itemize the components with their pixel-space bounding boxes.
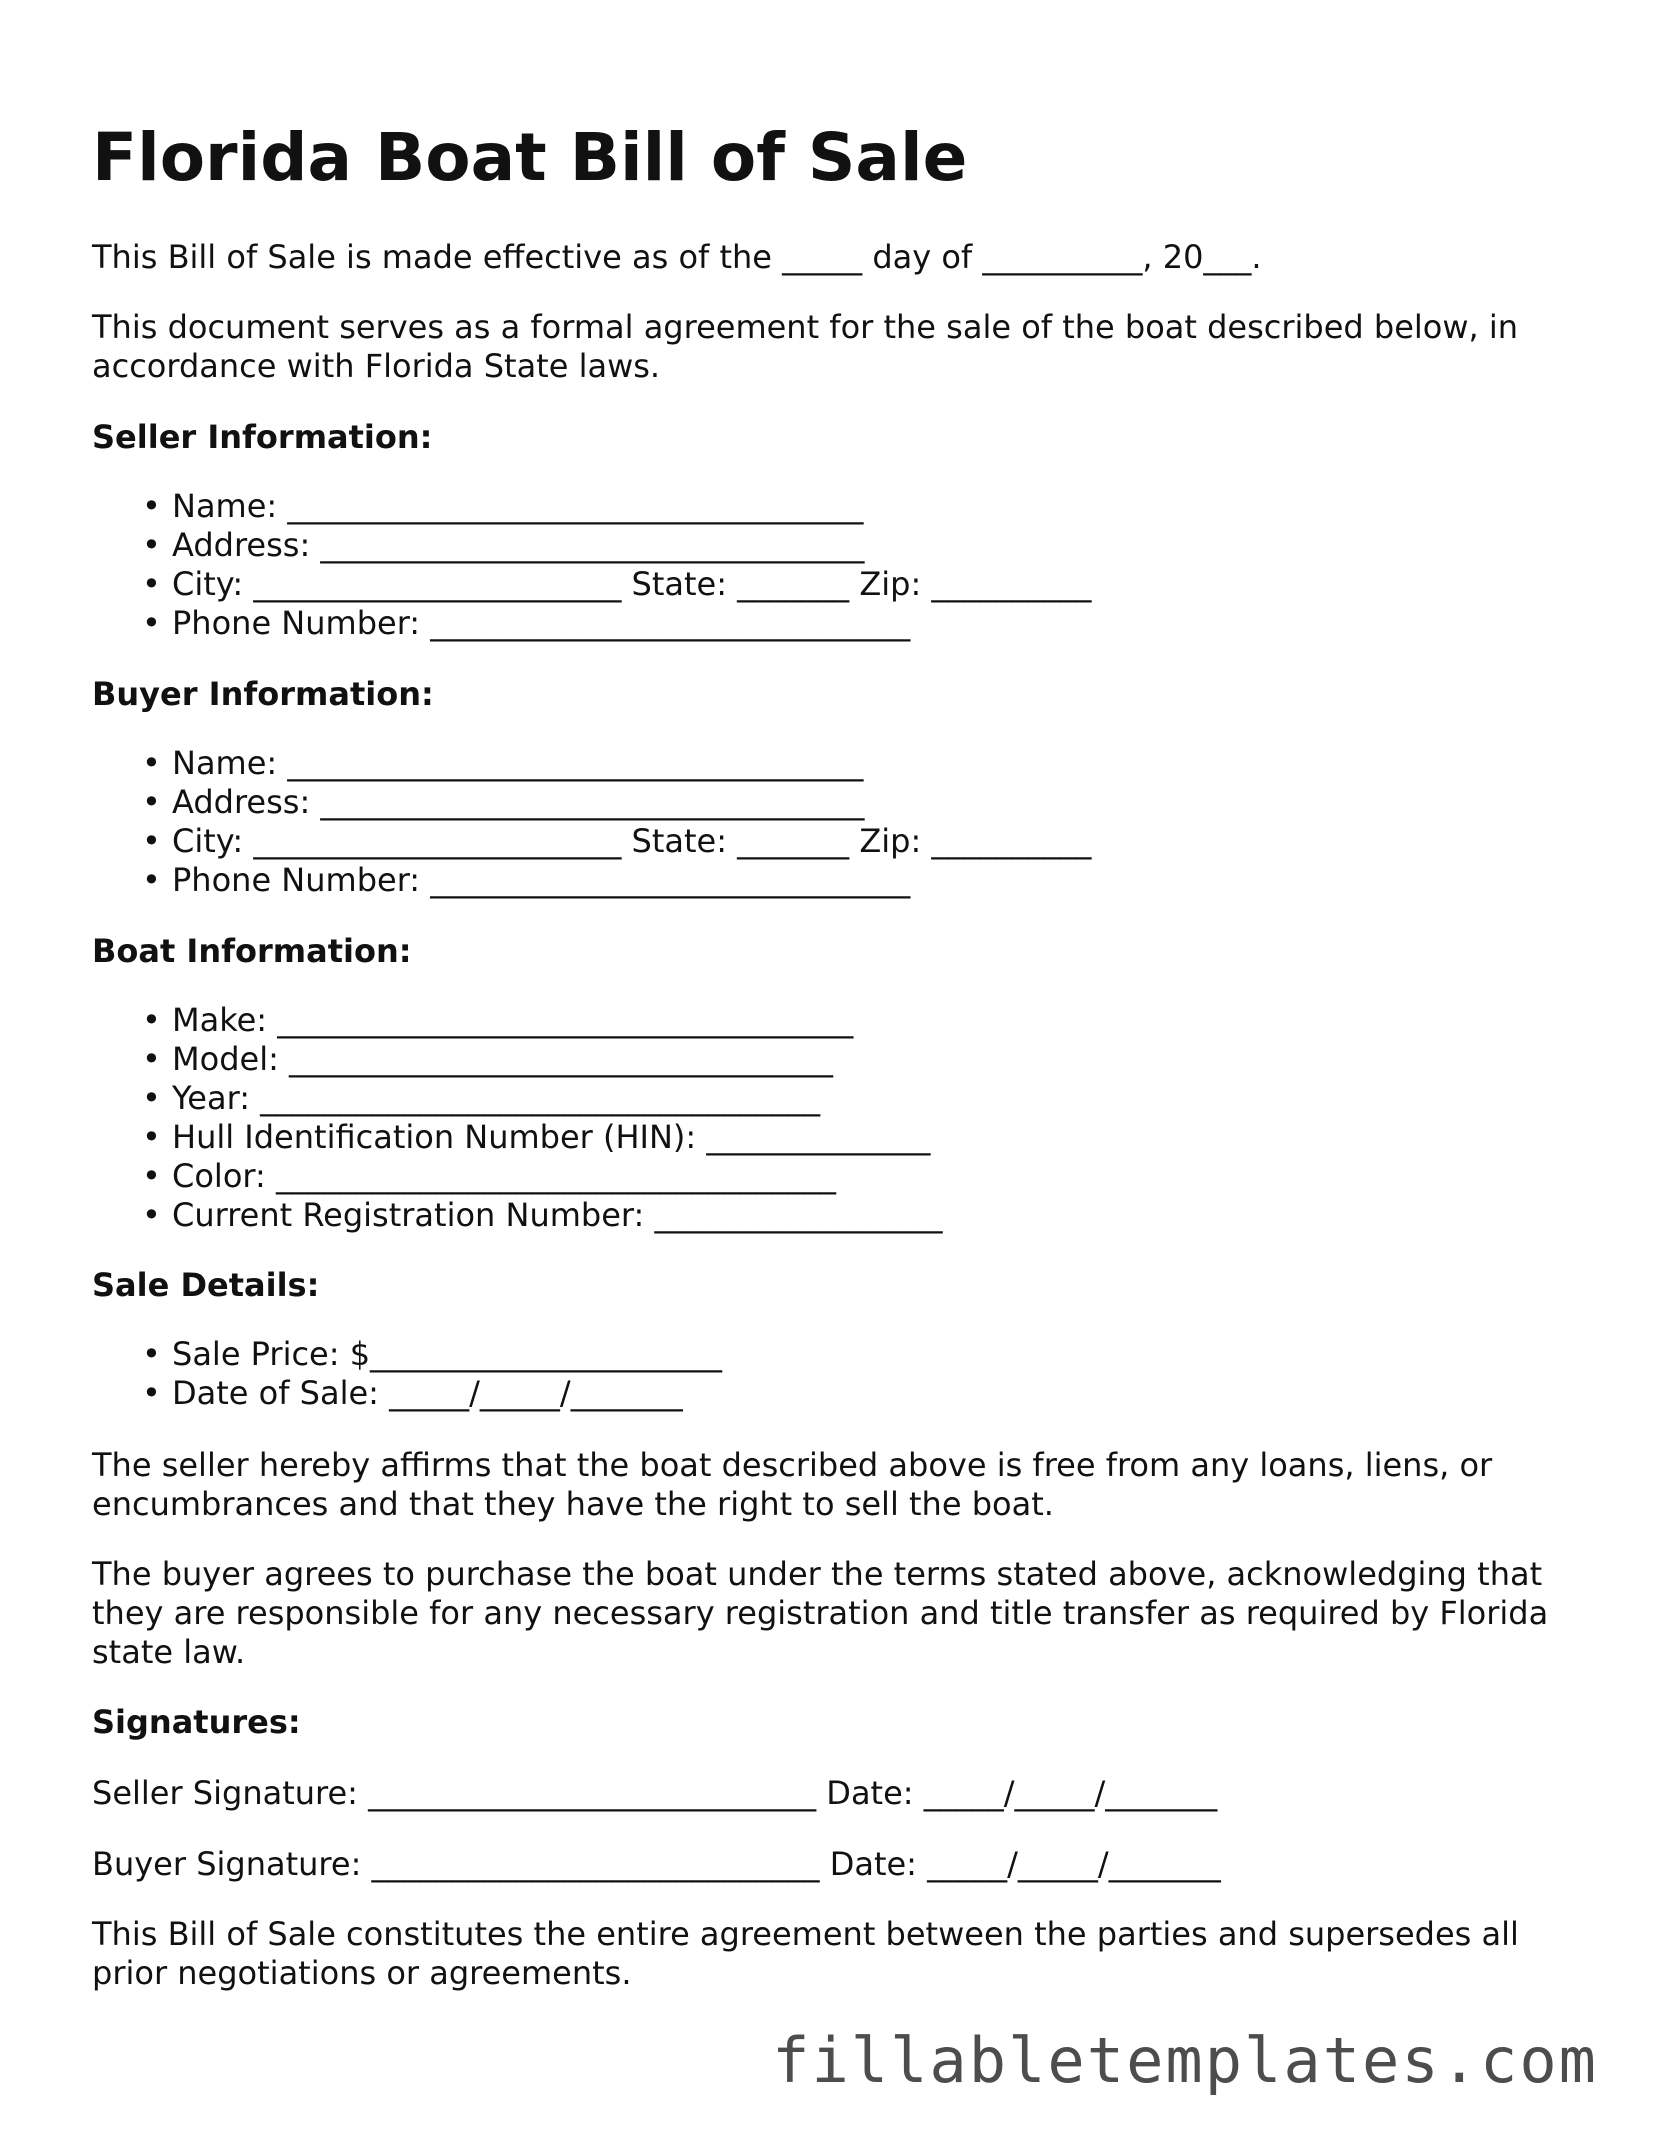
buyer-agreement-line-1: The buyer agrees to purchase the boat under the terms stated above, acknowledging that — [92, 1555, 1543, 1593]
seller-address-field: Address: __________________________________ — [172, 526, 865, 564]
bullet-icon: • — [142, 487, 161, 525]
list-item — [142, 1335, 723, 1374]
bullet-icon: • — [142, 604, 161, 642]
bullet-icon: • — [142, 1196, 161, 1234]
buyer-phone-field: Phone Number: ______________________________ — [172, 861, 911, 899]
buyer-signature-line: Buyer Signature: ____________________________ Date: _____/_____/_______ — [92, 1845, 1221, 1883]
buyer-name-field: Name: ____________________________________ — [172, 744, 864, 782]
list-item — [142, 1079, 942, 1118]
bullet-icon: • — [142, 744, 161, 782]
boat-registration-field: Current Registration Number: __________________ — [172, 1196, 943, 1234]
effective-date-line: This Bill of Sale is made effective as of the _____ day of __________, 20___. — [92, 238, 1262, 276]
list-item — [142, 822, 1092, 861]
boat-year-field: Year: ___________________________________ — [172, 1079, 821, 1117]
signatures-heading: Signatures: — [92, 1703, 301, 1741]
buyer-agreement-line-2: they are responsible for any necessary registration and title transfer as required by Florida — [92, 1594, 1549, 1632]
sale-heading: Sale Details: — [92, 1266, 320, 1304]
seller-phone-field: Phone Number: ______________________________ — [172, 604, 911, 642]
list-item — [142, 604, 1091, 643]
seller-info-list — [142, 487, 1092, 643]
bullet-icon: • — [142, 861, 161, 899]
boat-hin-field: Hull Identification Number (HIN): ______________ — [172, 1118, 931, 1156]
seller-city-state-zip-field: City: _______________________ State: _______ Zip: __________ — [172, 565, 1092, 603]
buyer-agreement-line-3: state law. — [92, 1633, 246, 1671]
list-item — [142, 1196, 943, 1235]
list-item — [142, 1374, 722, 1413]
bullet-icon: • — [142, 1335, 161, 1373]
bullet-icon: • — [142, 822, 161, 860]
buyer-city-state-zip-field: City: _______________________ State: _______ Zip: __________ — [172, 822, 1092, 860]
list-item — [142, 783, 1091, 822]
sale-details-list — [142, 1335, 723, 1413]
boat-make-field: Make: ____________________________________ — [172, 1001, 854, 1039]
list-item — [142, 1157, 942, 1196]
closing-line-1: This Bill of Sale constitutes the entire agreement between the parties and supersedes all — [92, 1915, 1519, 1953]
seller-name-field: Name: ____________________________________ — [172, 487, 864, 525]
bullet-icon: • — [142, 1118, 161, 1156]
intro-line-1: This document serves as a formal agreement for the sale of the boat described below, in — [92, 308, 1519, 346]
boat-info-list — [142, 1001, 943, 1235]
closing-line-2: prior negotiations or agreements. — [92, 1954, 632, 1992]
bullet-icon: • — [142, 783, 161, 821]
bullet-icon: • — [142, 1157, 161, 1195]
sale-date-field: Date of Sale: _____/_____/_______ — [172, 1374, 683, 1412]
buyer-heading: Buyer Information: — [92, 675, 434, 713]
seller-affirmation-line-1: The seller hereby affirms that the boat described above is free from any loans, liens, or — [92, 1446, 1493, 1484]
list-item — [142, 526, 1091, 565]
list-item — [142, 565, 1092, 604]
seller-signature-line: Seller Signature: ____________________________ Date: _____/_____/_______ — [92, 1774, 1218, 1812]
list-item — [142, 487, 1091, 526]
bullet-icon: • — [142, 565, 161, 603]
sale-price-field: Sale Price: $______________________ — [172, 1335, 723, 1373]
seller-affirmation-line-2: encumbrances and that they have the right to sell the boat. — [92, 1485, 1054, 1523]
buyer-info-list — [142, 744, 1092, 900]
list-item — [142, 1040, 942, 1079]
boat-heading: Boat Information: — [92, 932, 412, 970]
bullet-icon: • — [142, 1001, 161, 1039]
watermark-text: fillabletemplates.com — [772, 2024, 1598, 2097]
bullet-icon: • — [142, 526, 161, 564]
bullet-icon: • — [142, 1079, 161, 1117]
list-item — [142, 1001, 942, 1040]
list-item — [142, 1118, 942, 1157]
list-item — [142, 861, 1091, 900]
intro-line-2: accordance with Florida State laws. — [92, 347, 661, 385]
bullet-icon: • — [142, 1374, 161, 1412]
bullet-icon: • — [142, 1040, 161, 1078]
seller-heading: Seller Information: — [92, 418, 433, 456]
boat-color-field: Color: ___________________________________ — [172, 1157, 836, 1195]
boat-model-field: Model: __________________________________ — [172, 1040, 834, 1078]
buyer-address-field: Address: __________________________________ — [172, 783, 865, 821]
page-title: Florida Boat Bill of Sale — [92, 119, 968, 196]
list-item — [142, 744, 1091, 783]
